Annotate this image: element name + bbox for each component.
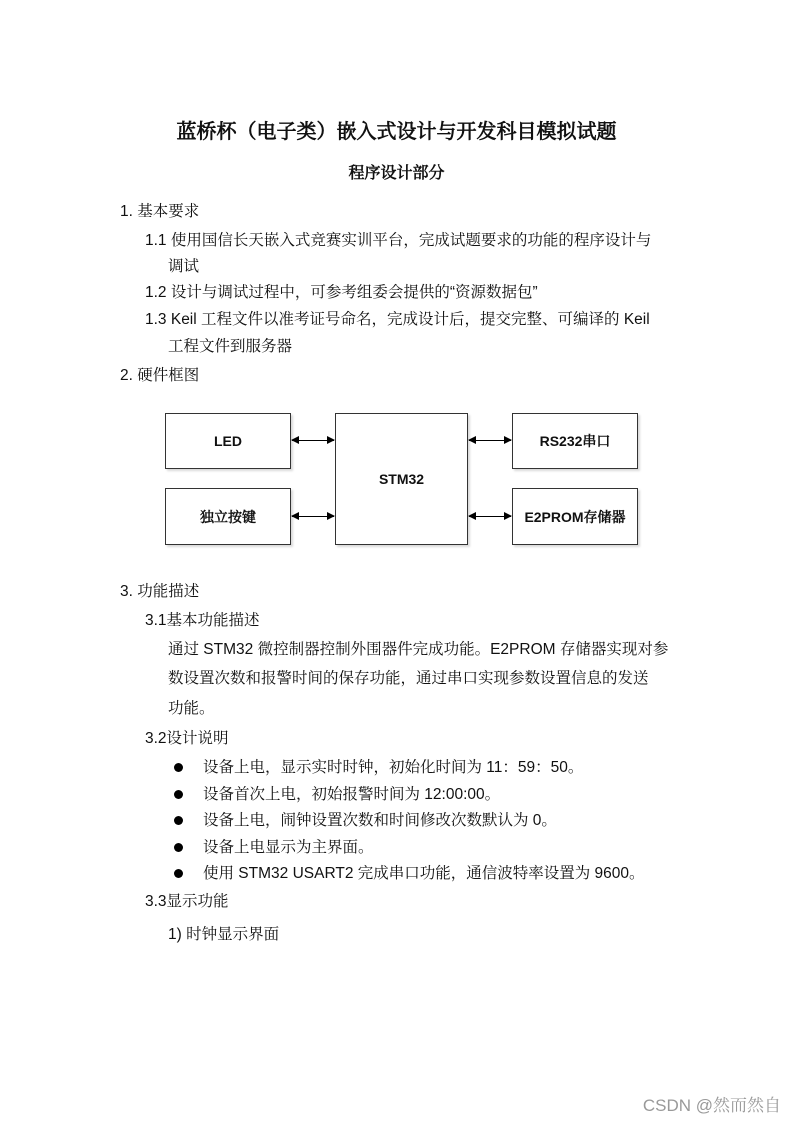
requirement-1-3: 1.3 Keil 工程文件以准考证号命名，完成设计后，提交完整、可编译的 Keil	[145, 311, 650, 328]
bullet-item: 设备首次上电，初始报警时间为 12:00:00。	[203, 786, 501, 803]
paragraph-line: 数设置次数和报警时间的保存功能，通过串口实现参数设置信息的发送	[168, 670, 649, 687]
led-block: LED	[165, 413, 291, 469]
bullet-item: 设备上电显示为主界面。	[203, 839, 374, 856]
document-title: 蓝桥杯（电子类）嵌入式设计与开发科目模拟试题	[176, 121, 617, 143]
section-3-1-heading: 3.1基本功能描述	[145, 612, 260, 629]
eeprom-block: E2PROM存储器	[512, 488, 638, 545]
bullet-icon	[174, 816, 183, 825]
bidirectional-arrow-icon	[292, 516, 334, 517]
bullet-item: 设备上电，闹钟设置次数和时间修改次数默认为 0。	[203, 812, 557, 829]
bullet-item: 使用 STM32 USART2 完成串口功能，通信波特率设置为 9600。	[203, 865, 645, 882]
rs232-block: RS232串口	[512, 413, 638, 469]
section-3-2-heading: 3.2设计说明	[145, 730, 229, 747]
bidirectional-arrow-icon	[292, 440, 334, 441]
requirement-1-3-cont: 工程文件到服务器	[168, 338, 293, 355]
paragraph-line: 功能。	[168, 700, 215, 717]
section-3-heading: 3. 功能描述	[120, 583, 200, 600]
requirement-1-2: 1.2 设计与调试过程中，可参考组委会提供的“资源数据包”	[145, 284, 538, 301]
document-subtitle: 程序设计部分	[348, 165, 445, 182]
section-1-heading: 1. 基本要求	[120, 203, 200, 220]
bullet-item: 设备上电，显示实时时钟，初始化时间为 11：59：50。	[203, 759, 584, 776]
section-2-heading: 2. 硬件框图	[120, 367, 200, 384]
watermark: CSDN @然而然自	[642, 1096, 781, 1115]
bullet-icon	[174, 763, 183, 772]
display-item: 1) 时钟显示界面	[168, 926, 280, 943]
keys-block: 独立按键	[165, 488, 291, 545]
bullet-icon	[174, 843, 183, 852]
paragraph-line: 通过 STM32 微控制器控制外围器件完成功能。E2PROM 存储器实现对参	[168, 641, 669, 658]
requirement-1-1-cont: 调试	[168, 258, 200, 275]
bidirectional-arrow-icon	[469, 516, 511, 517]
bullet-icon	[174, 869, 183, 878]
bidirectional-arrow-icon	[469, 440, 511, 441]
bullet-icon	[174, 790, 183, 799]
section-3-3-heading: 3.3显示功能	[145, 893, 229, 910]
requirement-1-1: 1.1 使用国信长天嵌入式竞赛实训平台，完成试题要求的功能的程序设计与	[145, 232, 652, 249]
stm32-block: STM32	[335, 413, 468, 545]
